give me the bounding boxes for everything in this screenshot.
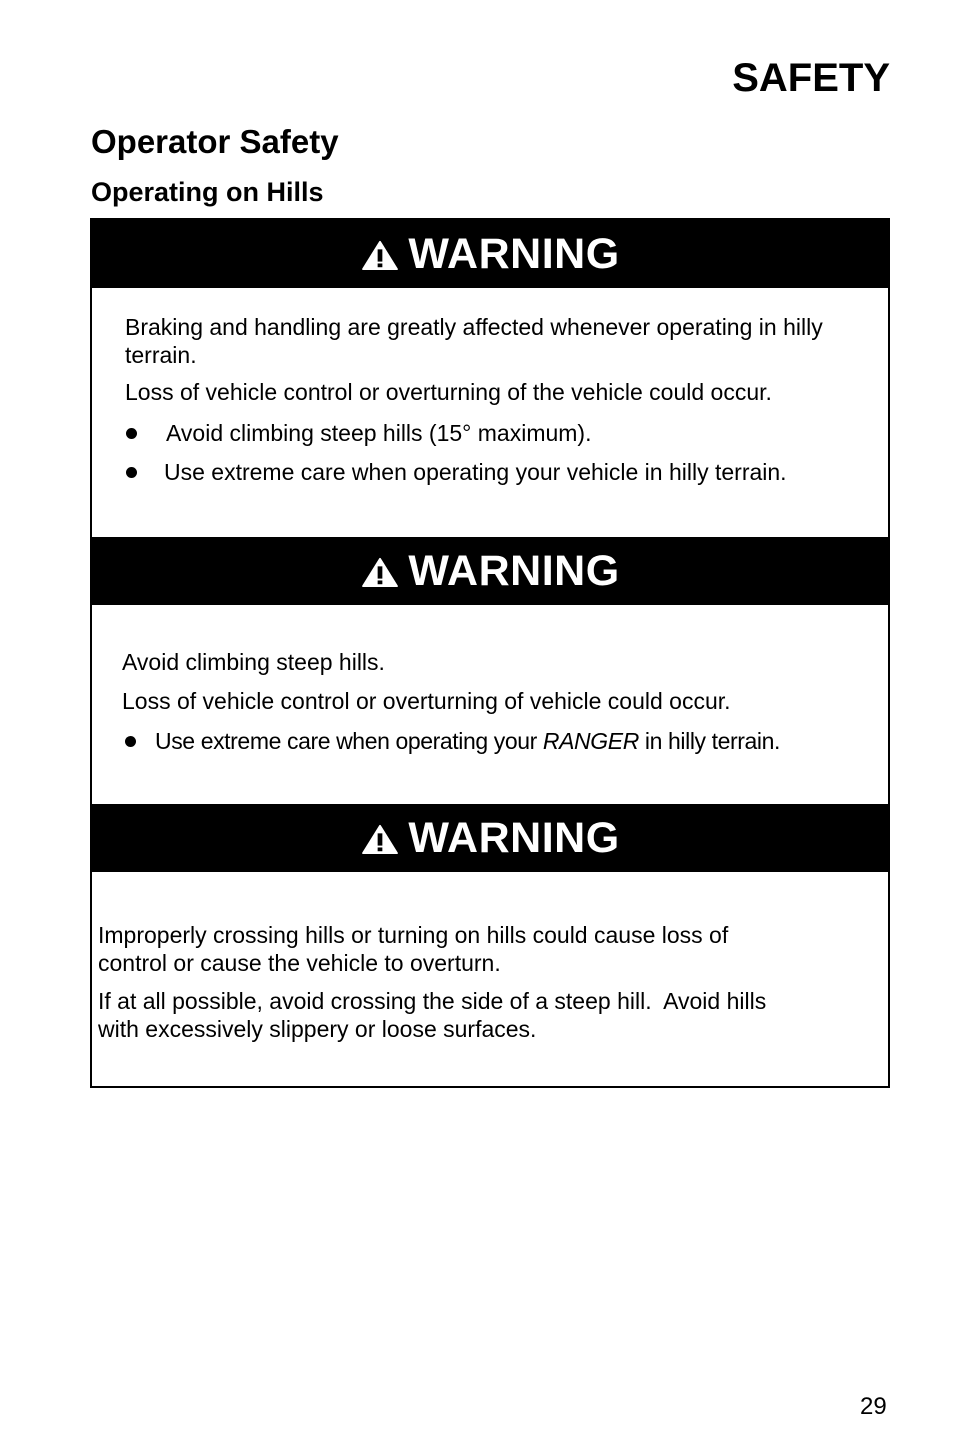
warnings-box — [90, 218, 890, 1088]
warning-1-bullet-2 — [126, 458, 787, 486]
warning-1-paragraph-2: Loss of vehicle control or overturning of the vehicle could occur. — [125, 379, 772, 405]
warning-label: WARNING — [408, 546, 620, 595]
warning-triangle-icon — [360, 239, 400, 271]
bullet-icon — [126, 467, 137, 478]
page-subtitle: Operating on Hills — [91, 177, 324, 207]
warning-label: WARNING — [408, 813, 620, 862]
warning-banner-3 — [92, 804, 888, 872]
warning-2-paragraph-2: Loss of vehicle control or overturning of vehicle could occur. — [122, 688, 731, 714]
page-title: Operator Safety — [91, 123, 339, 160]
bullet-text: Avoid climbing steep hills (15° maximum). — [166, 420, 592, 446]
warning-3-paragraph-1: Improperly crossing hills or turning on hills could cause loss of control or cause the vehicle to overturn. — [98, 922, 729, 976]
bullet-text: Use extreme care when operating your vehicle in hilly terrain. — [164, 459, 787, 485]
warning-label: WARNING — [408, 229, 620, 278]
warning-triangle-icon — [360, 823, 400, 855]
warning-1-paragraph-1: Braking and handling are greatly affected whenever operating in hilly terrain. — [125, 314, 823, 368]
warning-3-paragraph-2: If at all possible, avoid crossing the side of a steep hill. Avoid hills with excessively slippery or loose surfaces. — [98, 988, 773, 1042]
warning-banner-1 — [92, 220, 888, 288]
bullet-icon — [126, 428, 137, 439]
bullet-icon — [125, 736, 136, 747]
warning-2-bullet-1 — [125, 727, 780, 755]
section-header: SAFETY — [732, 56, 890, 100]
warning-2-paragraph-1: Avoid climbing steep hills. — [122, 649, 385, 675]
warning-1-bullet-1 — [126, 419, 591, 447]
page-number: 29 — [860, 1393, 887, 1420]
warning-triangle-icon — [360, 556, 400, 588]
bullet-text: Use extreme care when operating your RANGER in hilly terrain. — [155, 728, 780, 754]
warning-banner-2 — [92, 537, 888, 605]
